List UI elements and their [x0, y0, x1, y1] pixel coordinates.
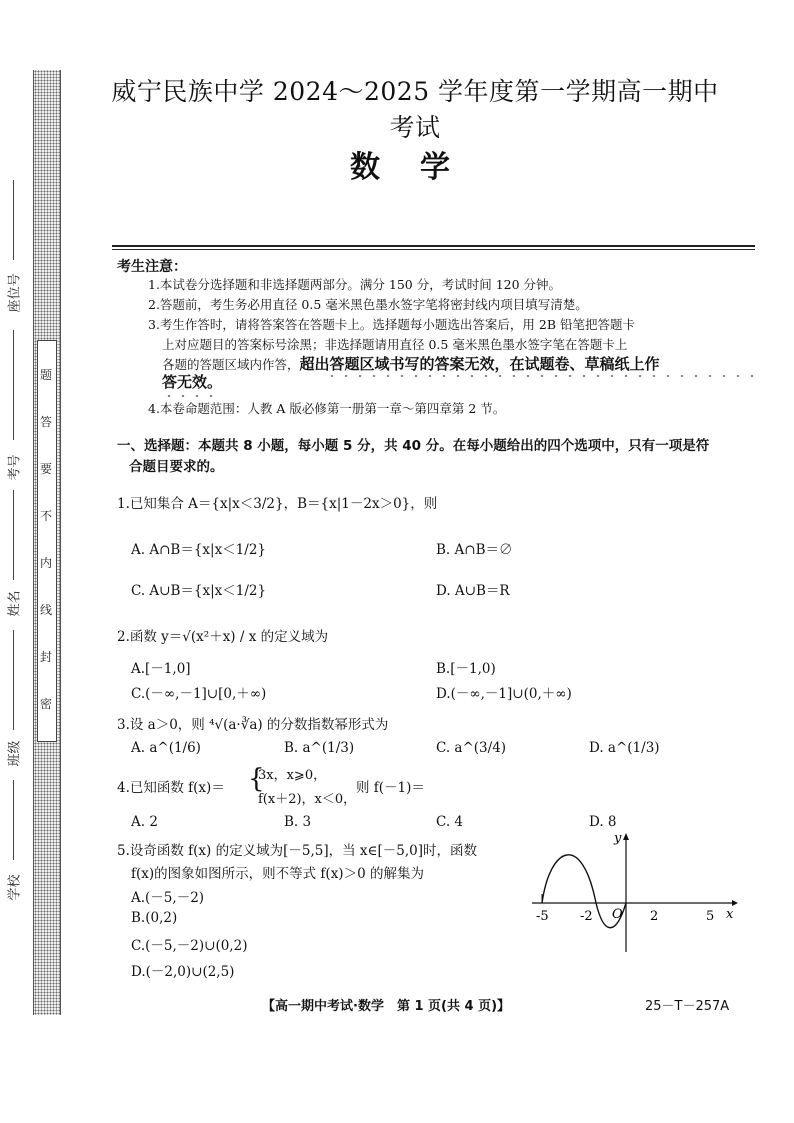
- seal-char: 内: [39, 556, 52, 570]
- question-2-option-c: C.(－∞,－1]∪[0,＋∞): [131, 686, 267, 702]
- tick-label: -5: [536, 909, 549, 924]
- exam-title: 威宁民族中学 2024～2025 学年度第一学期高一期中考试: [111, 77, 719, 142]
- exam-number-line: [13, 330, 14, 440]
- seal-char: 答: [39, 415, 52, 429]
- name-line: [13, 490, 14, 580]
- notice-title: 考生注意：: [117, 259, 187, 275]
- question-1-option-b: B. A∩B＝∅: [436, 542, 513, 558]
- question-5-option-b: B.(0,2): [131, 910, 178, 926]
- seal-char: 密: [39, 697, 52, 711]
- notice-emphasis-2: 答无效。: [162, 373, 223, 391]
- emphasis-dots: [162, 394, 218, 398]
- class-line: [13, 630, 14, 730]
- seal-char: 封: [39, 650, 52, 664]
- tick-label: -2: [580, 909, 593, 924]
- question-4-option-c: C. 4: [436, 814, 464, 830]
- page-footer: 【高一期中考试·数学 第 1 页(共 4 页)】: [262, 999, 511, 1014]
- question-5-option-a: A.(－5,－2): [131, 890, 205, 906]
- question-2-option-d: D.(－∞,－1]∪(0,＋∞): [436, 686, 572, 702]
- notice-item-1: 1.本试卷分选择题和非选择题两部分。满分 150 分，考试时间 120 分钟。: [148, 277, 562, 292]
- question-4-option-d: D. 8: [589, 814, 617, 830]
- question-1-option-a: A. A∩B＝{x|x＜1/2}: [131, 542, 266, 558]
- notice-item-3-cont: 上对应题目的答案标号涂黑；非选择题请用直径 0.5 毫米黑色墨水签字笔在答题卡上: [162, 337, 628, 352]
- y-axis-label: y: [614, 831, 622, 846]
- section-heading-line2: 合题目要求的。: [129, 459, 224, 475]
- question-5-stem-line2: f(x)的图象如图所示，则不等式 f(x)＞0 的解集为: [131, 866, 424, 882]
- notice-item-3-cont2: [162, 356, 660, 373]
- question-1-option-d: D. A∪B＝R: [436, 583, 510, 599]
- question-5-option-c: C.(－5,－2)∪(0,2): [131, 938, 248, 954]
- section-heading: [117, 436, 757, 478]
- seal-char: 题: [39, 368, 52, 382]
- function-graph: [528, 828, 740, 956]
- y-axis-arrow: [623, 833, 629, 840]
- question-3-option-c: C. a^(3/4): [436, 740, 507, 756]
- brace: {: [248, 764, 265, 794]
- divider: [112, 245, 755, 247]
- subject-title: 数学: [350, 150, 490, 185]
- notice-item-4: 4.本卷命题范围：人教 A 版必修第一册第一章～第四章第 2 节。: [148, 401, 506, 416]
- question-4-case-2: f(x＋2)，x＜0，: [258, 792, 357, 807]
- notice-item-3-text: 各题的答题区域内作答，: [162, 357, 300, 372]
- tick-label: 5: [706, 909, 715, 924]
- question-3-option-a: A. a^(1/6): [131, 740, 201, 756]
- question-4-stem-part1: 4.已知函数 f(x)＝: [117, 780, 225, 796]
- question-4-case-1: 3x，x⩾0，: [258, 768, 327, 783]
- question-5-stem-line1: 5.设奇函数 f(x) 的定义域为[－5,5]，当 x∈[－5,0]时，函数: [117, 843, 478, 859]
- question-1-stem: 1.已知集合 A＝{x|x＜3/2}，B＝{x|1－2x＞0}，则: [117, 496, 438, 512]
- class-label: 班级: [7, 740, 23, 767]
- question-4-option-a: A. 2: [131, 814, 158, 830]
- seat-number-label: 座位号: [7, 273, 23, 313]
- question-1-option-c: C. A∪B＝{x|x＜1/2}: [131, 583, 267, 599]
- seat-number-line: [13, 180, 14, 260]
- notice-item-3: 3.考生作答时，请将答案答在答题卡上。选择题每小题选出答案后，用 2B 铅笔把答题卡: [148, 317, 636, 332]
- divider: [112, 249, 755, 250]
- tick-label: 2: [650, 909, 659, 924]
- question-5-option-d: D.(－2,0)∪(2,5): [131, 964, 235, 980]
- name-label: 姓名: [7, 590, 23, 617]
- question-3-stem: 3.设 a＞0，则 ⁴√(a·∛a) 的分数指数幂形式为: [117, 717, 389, 733]
- school-label: 学校: [7, 874, 23, 901]
- seal-char: 要: [39, 462, 52, 476]
- question-2-stem: 2.函数 y＝√(x²＋x) / x 的定义域为: [117, 629, 329, 645]
- notice-emphasis: 超出答题区域书写的答案无效，在试题卷、草稿纸上作: [299, 355, 660, 373]
- question-4-stem-part2: 则 f(－1)＝: [356, 780, 425, 796]
- seal-char: 线: [39, 603, 52, 617]
- question-3-option-b: B. a^(1/3): [284, 740, 355, 756]
- exam-number-label: 考号: [7, 454, 23, 481]
- x-axis-arrow: [732, 900, 738, 906]
- question-3-option-d: D. a^(1/3): [589, 740, 660, 756]
- notice-item-2: 2.答题前，考生务必用直径 0.5 毫米黑色墨水签字笔将密封线内项目填写清楚。: [148, 297, 588, 312]
- question-2-option-b: B.[－1,0): [436, 661, 496, 677]
- seal-char: 不: [39, 509, 52, 523]
- origin-label: O: [612, 907, 623, 922]
- question-2-option-a: A.[－1,0]: [131, 661, 191, 677]
- x-axis-label: x: [726, 907, 734, 922]
- paper-code: 25－T－257A: [645, 999, 730, 1014]
- question-4-option-b: B. 3: [284, 814, 312, 830]
- seal-line-box: [37, 340, 57, 742]
- section-heading-line1: 一、选择题：本题共 8 小题，每小题 5 分，共 40 分。在每小题给出的四个选项中，只有一项是符: [117, 438, 710, 454]
- school-line: [13, 780, 14, 860]
